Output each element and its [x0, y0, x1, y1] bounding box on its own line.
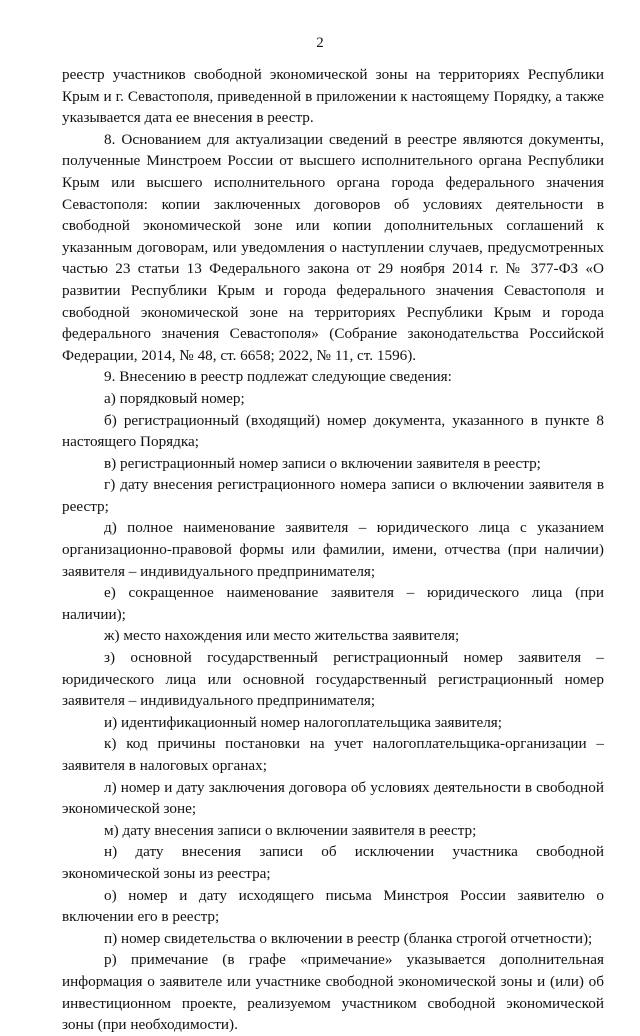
- list-item-i: и) идентификационный номер налогоплательщика заявителя;: [104, 713, 502, 731]
- list-item-k: к) код причины постановки на учет налогоплательщика-организации – заявителя в налоговых органах;: [62, 735, 604, 774]
- document-body: [62, 64, 604, 1036]
- list-item-m: м) дату внесения записи о включении заявителя в реестр;: [104, 821, 477, 839]
- list-item-b: б) регистрационный (входящий) номер документа, указанного в пункте 8 настоящего Порядка;: [62, 411, 604, 451]
- list-item-l: л) номер и дату заключения договора об условиях деятельности в свободной экономической зоне;: [62, 778, 604, 818]
- list-item-v: в) регистрационный номер записи о включении заявителя в реестр;: [104, 454, 541, 472]
- list-item-p: п) номер свидетельства о включении в реестр (бланка строгой отчетности);: [104, 929, 593, 947]
- list-item-e: е) сокращенное наименование заявителя – юридического лица (при наличии);: [62, 584, 604, 623]
- list-item-d: д) полное наименование заявителя – юридического лица с указанием организационно-правовой формы или фамилии, имени, отчества (при наличии) заявителя – индивидуального предпринимателя;: [62, 519, 604, 580]
- paragraph-item-8: 8. Основанием для актуализации сведений в реестре являются документы, полученные Минстроем России от высшего исполнительного органа Республики Крым или высшего исполнительного органа города федерального значения Севастополя: копии заключенных договоров об условиях деятельности в свободной экономической зоне или копии дополнительных соглашений к указанным договорам, или уведомления о наступлении случаев, предусмотренных частью 23 статьи 13 Федерального закона от 29 ноября 2014 г. № 377-ФЗ «О развитии Республики Крым и города федерального значения Севастополя и свободной экономической зоне на территориях Республики Крым и города федерального значения Севастополя» (Собрание законодательства Российской Федерации, 2014, № 48, ст. 6658; 2022, № 11, ст. 1596).: [62, 130, 604, 364]
- paragraph-item-9: 9. Внесению в реестр подлежат следующие сведения:: [104, 368, 452, 386]
- list-item-g: г) дату внесения регистрационного номера записи о включении заявителя в реестр;: [62, 476, 604, 515]
- list-item-a: а) порядковый номер;: [104, 389, 245, 407]
- list-item-r: р) примечание (в графе «примечание» указывается дополнительная информация о заявителе или участнике свободной экономической зоны и (или) об инвестиционном проекте, реализуемом участником свободной экономической зоны (при необходимости).: [62, 951, 604, 1034]
- paragraph-registry-form-continuation: реестр участников свободной экономической зоны на территориях Республики Крым и г. Севастополя, приведенной в приложении к настоящему Порядку, а также указывается дата ее внесения в реестр.: [62, 66, 604, 127]
- list-item-o: о) номер и дату исходящего письма Минстроя России заявителю о включении его в реестр;: [62, 886, 604, 926]
- list-item-zh: ж) место нахождения или место жительства заявителя;: [104, 627, 460, 645]
- page-number: 2: [316, 35, 324, 51]
- list-item-z: з) основной государственный регистрационный номер заявителя – юридического лица или основной государственный регистрационный номер заявителя – индивидуального предпринимателя;: [62, 649, 604, 710]
- list-item-n: н) дату внесения записи об исключении участника свободной экономической зоны из реестра;: [62, 843, 604, 882]
